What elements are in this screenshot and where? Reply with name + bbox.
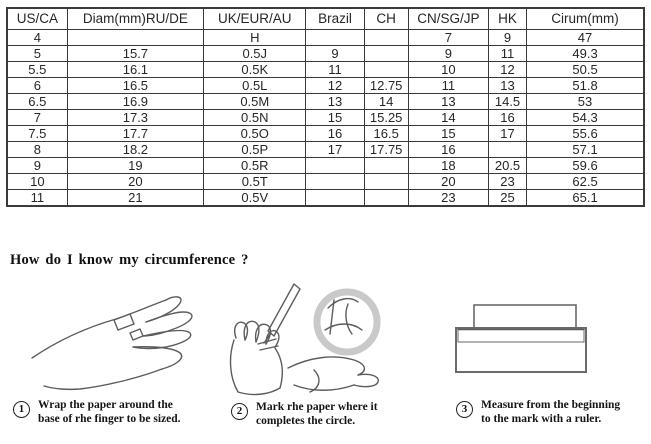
table-cell bbox=[364, 189, 408, 206]
table-cell: 10 bbox=[408, 61, 488, 77]
table-cell: 15.25 bbox=[364, 109, 408, 125]
table-cell: 15 bbox=[408, 125, 488, 141]
column-header: HK bbox=[488, 8, 526, 29]
table-row bbox=[7, 189, 644, 206]
step-3-number-badge: 3 bbox=[456, 401, 473, 418]
table-cell: 21 bbox=[67, 189, 203, 206]
table-cell: 13 bbox=[408, 93, 488, 109]
column-header: Diam(mm)RU/DE bbox=[67, 8, 203, 29]
column-header: Cirum(mm) bbox=[527, 8, 644, 29]
table-cell bbox=[364, 173, 408, 189]
table-cell: 10 bbox=[7, 173, 67, 189]
marking-sketch-icon bbox=[228, 280, 393, 398]
table-cell: 0.5N bbox=[204, 109, 306, 125]
step-1-caption-line-2: base of rhe finger to be sized. bbox=[38, 413, 181, 425]
table-cell: 18.2 bbox=[67, 141, 203, 157]
table-cell: H bbox=[204, 29, 306, 45]
ruler-sketch-icon bbox=[450, 300, 592, 376]
table-cell: 16 bbox=[408, 141, 488, 157]
column-header: CH bbox=[364, 8, 408, 29]
step-2 bbox=[231, 400, 378, 428]
table-cell: 65.1 bbox=[527, 189, 644, 206]
step-1-caption bbox=[38, 398, 181, 426]
table-cell: 7 bbox=[408, 29, 488, 45]
table-cell: 5.5 bbox=[7, 61, 67, 77]
table-cell: 54.3 bbox=[527, 109, 644, 125]
table-cell: 11 bbox=[7, 189, 67, 206]
table-cell: 18 bbox=[408, 157, 488, 173]
column-header: UK/EUR/AU bbox=[204, 8, 306, 29]
step-2-caption bbox=[256, 400, 378, 428]
table-cell: 47 bbox=[527, 29, 644, 45]
table-cell: 0.5K bbox=[204, 61, 306, 77]
step-3 bbox=[456, 398, 620, 426]
table-row bbox=[7, 125, 644, 141]
table-cell: 25 bbox=[488, 189, 526, 206]
table-cell: 17.75 bbox=[364, 141, 408, 157]
table-cell: 50.5 bbox=[527, 61, 644, 77]
table-cell: 55.6 bbox=[527, 125, 644, 141]
step-2-caption-line-1: Mark rhe paper where it bbox=[256, 401, 378, 413]
table-cell: 0.5R bbox=[204, 157, 306, 173]
ring-size-table bbox=[6, 7, 645, 207]
table-cell: 23 bbox=[408, 189, 488, 206]
table-cell bbox=[67, 29, 203, 45]
table-row bbox=[7, 29, 644, 45]
step-1-caption-line-1: Wrap the paper around the bbox=[38, 399, 173, 411]
table-cell: 17.7 bbox=[67, 125, 203, 141]
table-cell: 19 bbox=[67, 157, 203, 173]
table-cell: 49.3 bbox=[527, 45, 644, 61]
table-cell: 14 bbox=[364, 93, 408, 109]
table-cell: 12.75 bbox=[364, 77, 408, 93]
table-cell: 16.5 bbox=[67, 77, 203, 93]
table-cell: 9 bbox=[488, 29, 526, 45]
table-header-row bbox=[7, 8, 644, 29]
table-cell: 9 bbox=[7, 157, 67, 173]
step-1-number-badge: 1 bbox=[13, 401, 30, 418]
ruler-measuring-illustration bbox=[450, 300, 592, 376]
table-cell: 12 bbox=[306, 77, 364, 93]
table-cell: 20.5 bbox=[488, 157, 526, 173]
table-cell: 17 bbox=[488, 125, 526, 141]
table-cell: 16 bbox=[488, 109, 526, 125]
step-2-caption-line-2: completes the circle. bbox=[256, 415, 356, 427]
pen-icon bbox=[268, 284, 300, 336]
table-cell: 57.1 bbox=[527, 141, 644, 157]
table-cell bbox=[364, 29, 408, 45]
table-cell: 13 bbox=[306, 93, 364, 109]
table-cell bbox=[306, 29, 364, 45]
table-cell: 4 bbox=[7, 29, 67, 45]
table-cell: 53 bbox=[527, 93, 644, 109]
table-row bbox=[7, 61, 644, 77]
table-cell bbox=[306, 173, 364, 189]
column-header: US/CA bbox=[7, 8, 67, 29]
table-cell: 13 bbox=[488, 77, 526, 93]
table-cell: 8 bbox=[7, 141, 67, 157]
table-body bbox=[7, 29, 644, 206]
table-cell: 6 bbox=[7, 77, 67, 93]
table-cell bbox=[306, 189, 364, 206]
table-cell: 14 bbox=[408, 109, 488, 125]
hand-with-paper-illustration bbox=[28, 292, 248, 396]
table-cell: 9 bbox=[306, 45, 364, 61]
table-cell: 16.1 bbox=[67, 61, 203, 77]
table-cell: 0.5T bbox=[204, 173, 306, 189]
hands-marking-pen-illustration bbox=[228, 280, 393, 398]
table-row bbox=[7, 93, 644, 109]
table-cell: 6.5 bbox=[7, 93, 67, 109]
table-cell: 15.7 bbox=[67, 45, 203, 61]
table-cell bbox=[364, 157, 408, 173]
table-cell: 0.5L bbox=[204, 77, 306, 93]
table-cell: 11 bbox=[408, 77, 488, 93]
table-cell: 0.5P bbox=[204, 141, 306, 157]
table-cell: 15 bbox=[306, 109, 364, 125]
table-cell: 62.5 bbox=[527, 173, 644, 189]
table-cell: 16.5 bbox=[364, 125, 408, 141]
table-cell: 7 bbox=[7, 109, 67, 125]
step-3-caption-line-2: to the mark with a ruler. bbox=[481, 413, 602, 425]
table-cell bbox=[306, 157, 364, 173]
table-cell bbox=[364, 61, 408, 77]
table-cell bbox=[364, 45, 408, 61]
step-3-caption-line-1: Measure from the beginning bbox=[481, 399, 621, 411]
column-header: CN/SG/JP bbox=[408, 8, 488, 29]
table-row bbox=[7, 109, 644, 125]
table-row bbox=[7, 77, 644, 93]
table-cell: 17.3 bbox=[67, 109, 203, 125]
table-cell: 14.5 bbox=[488, 93, 526, 109]
ruler-ticks bbox=[458, 329, 584, 342]
table-cell: 20 bbox=[67, 173, 203, 189]
table-row bbox=[7, 141, 644, 157]
table-cell: 51.8 bbox=[527, 77, 644, 93]
table-cell: 0.5O bbox=[204, 125, 306, 141]
table-cell: 9 bbox=[408, 45, 488, 61]
step-2-number-badge: 2 bbox=[231, 403, 248, 420]
table-row bbox=[7, 173, 644, 189]
table-row bbox=[7, 157, 644, 173]
table-cell: 7.5 bbox=[7, 125, 67, 141]
column-header: Brazil bbox=[306, 8, 364, 29]
table-cell: 0.5V bbox=[204, 189, 306, 206]
table-cell: 17 bbox=[306, 141, 364, 157]
paper-strip bbox=[474, 305, 576, 329]
table-cell: 16 bbox=[306, 125, 364, 141]
section-heading: How do I know my circumference ? bbox=[10, 252, 249, 268]
hand-sketch-icon bbox=[28, 292, 248, 396]
table-row bbox=[7, 45, 644, 61]
table-cell: 0.5J bbox=[204, 45, 306, 61]
table-cell: 20 bbox=[408, 173, 488, 189]
table-cell: 16.9 bbox=[67, 93, 203, 109]
table-cell: 5 bbox=[7, 45, 67, 61]
table-cell: 11 bbox=[306, 61, 364, 77]
table-cell bbox=[488, 141, 526, 157]
step-1 bbox=[13, 398, 181, 426]
step-3-caption bbox=[481, 398, 620, 426]
table-cell: 11 bbox=[488, 45, 526, 61]
table-cell: 59.6 bbox=[527, 157, 644, 173]
table-cell: 23 bbox=[488, 173, 526, 189]
table-cell: 12 bbox=[488, 61, 526, 77]
table-cell: 0.5M bbox=[204, 93, 306, 109]
